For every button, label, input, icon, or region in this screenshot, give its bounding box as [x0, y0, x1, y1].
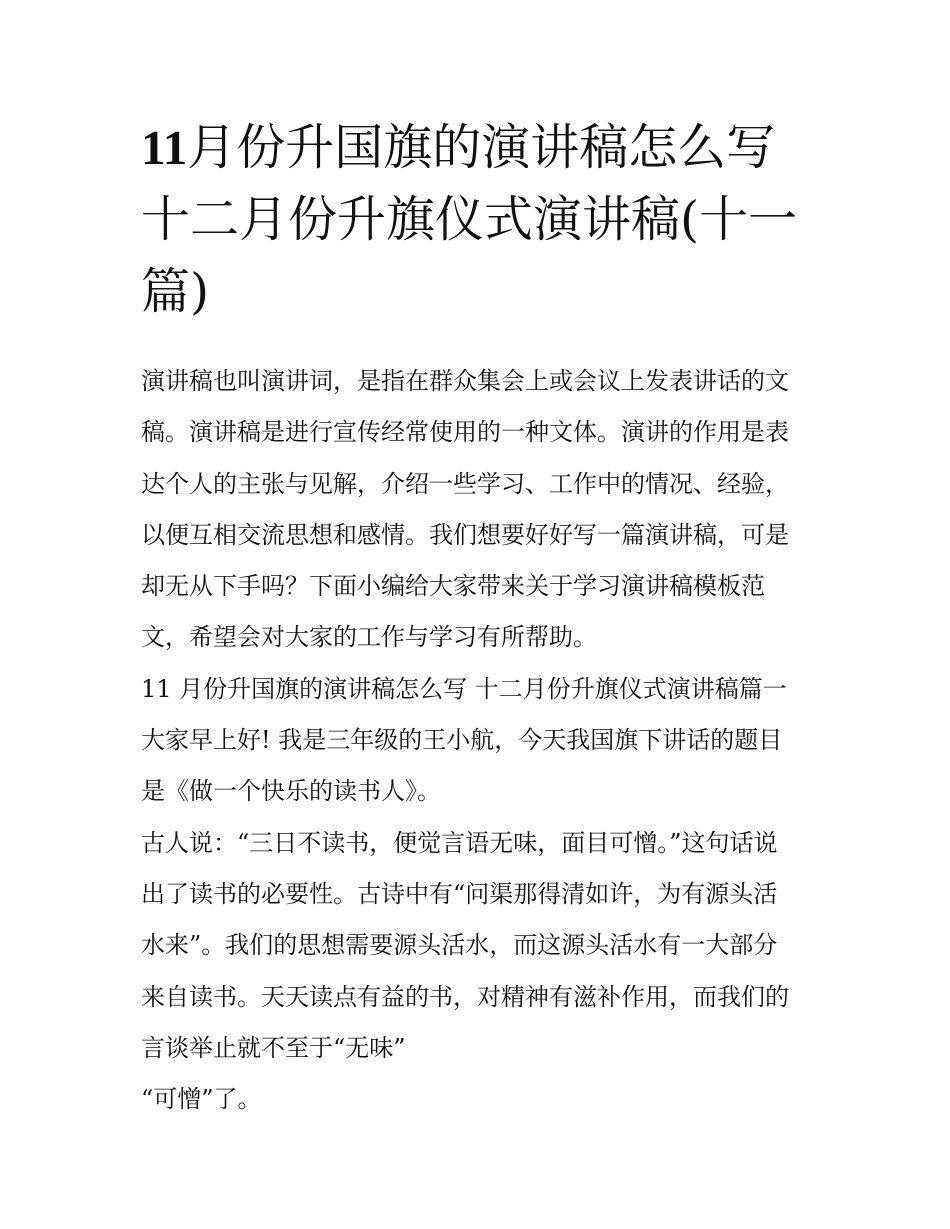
title-line-1: 月份升国旗的演讲稿怎么写 [187, 119, 776, 176]
body-line: 却无从下手吗？下面小编给大家带来关于学习演讲稿模板范 [141, 572, 765, 601]
document-body [141, 356, 821, 1125]
body-line: 是《做一个快乐的读书人》。 [141, 777, 441, 806]
body-line: 大家早上好! 我是三年级的王小航，今天我国旗下讲话的题目 [141, 726, 783, 755]
section-heading-line: 11 月份升国旗的演讲稿怎么写 十二月份升旗仪式演讲稿篇一 [141, 674, 787, 703]
document-title [141, 112, 821, 328]
body-line: “可憎”了。 [141, 1085, 262, 1114]
title-line-2: 十二月份升旗仪式演讲稿(十一 [141, 191, 798, 248]
body-line: 文，希望会对大家的工作与学习有所帮助。 [141, 623, 597, 652]
body-line: 古人说：“三日不读书，便觉言语无味，面目可憎。”这句话说 [141, 828, 778, 857]
body-line: 出了读书的必要性。古诗中有“问渠那得清如许，为有源头活 [141, 879, 778, 908]
body-line: 稿。演讲稿是进行宣传经常使用的一种文体。演讲的作用是表 [141, 418, 789, 447]
body-line: 演讲稿也叫演讲词，是指在群众集会上或会议上发表讲话的文 [141, 367, 789, 395]
body-line: 言谈举止就不至于“无味” [141, 1033, 406, 1062]
title-number: 11 [141, 120, 188, 175]
title-line-3: 篇) [141, 263, 210, 320]
body-line: 达个人的主张与见解，介绍一些学习、工作中的情况、经验， [141, 469, 789, 498]
body-line: 来自读书。天天读点有益的书，对精神有滋补作用，而我们的 [141, 982, 789, 1011]
body-line: 以便互相交流思想和感情。我们想要好好写一篇演讲稿，可是 [141, 520, 789, 549]
body-line: 水来”。我们的思想需要源头活水，而这源头活水有一大部分 [141, 931, 778, 960]
document-page [141, 112, 821, 1125]
